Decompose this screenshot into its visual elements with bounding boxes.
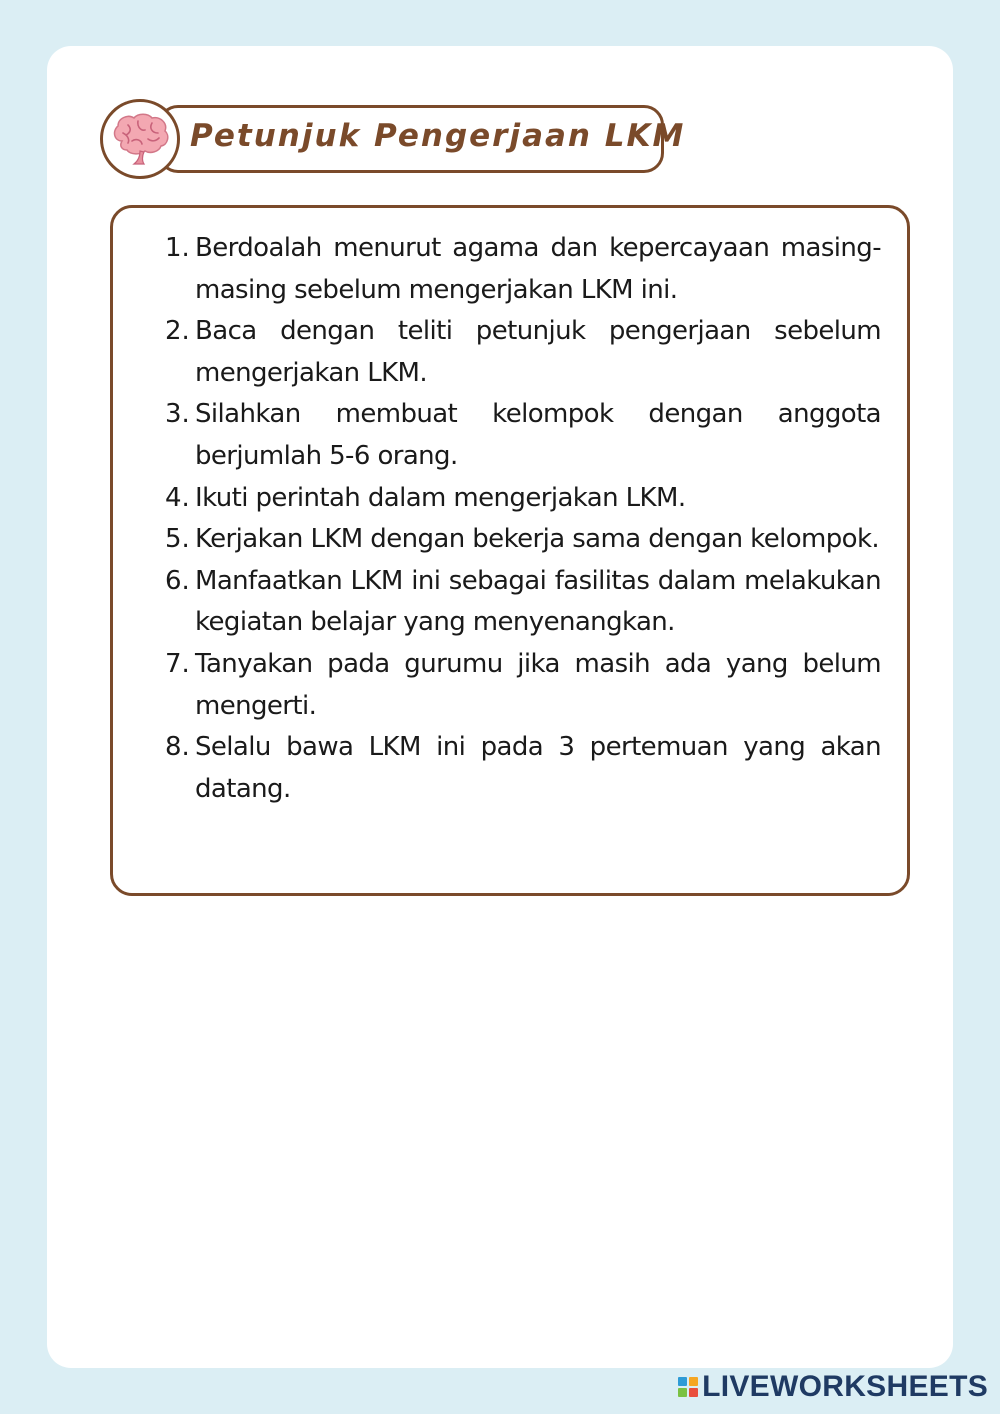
instructions-list (165, 228, 881, 810)
item-text: Baca dengan teliti petunjuk pengerjaan sebelum mengerjakan LKM. (195, 316, 881, 388)
liveworksheets-logo-icon (678, 1377, 698, 1397)
item-text: Manfaatkan LKM ini sebagai fasilitas dalam melakukan kegiatan belajar yang menyenangkan. (195, 565, 881, 638)
brain-badge (100, 99, 180, 179)
list-item (165, 561, 881, 644)
item-text: Silahkan membuat kelompok dengan anggota berjumlah 5-6 orang. (195, 399, 881, 471)
item-number: 3. (165, 399, 190, 430)
item-text: Selalu bawa LKM ini pada 3 pertemuan yang akan datang. (195, 732, 881, 804)
list-item (165, 519, 881, 561)
item-text: Kerjakan LKM dengan bekerja sama dengan kelompok. (195, 524, 880, 555)
list-item (165, 228, 881, 311)
list-item (165, 311, 881, 394)
item-number: 5. (165, 524, 190, 555)
page-title: Petunjuk Pengerjaan LKM (190, 118, 686, 154)
item-number: 1. (165, 233, 190, 263)
list-item (165, 394, 881, 477)
item-number: 4. (165, 482, 190, 513)
item-number: 7. (165, 648, 190, 679)
title-banner (100, 99, 686, 183)
list-item (165, 727, 881, 810)
item-number: 6. (165, 565, 190, 596)
item-text: Berdoalah menurut agama dan kepercayaan masing-masing sebelum mengerjakan LKM ini. (195, 233, 881, 305)
item-number: 8. (165, 732, 190, 763)
instructions-box (110, 205, 910, 896)
list-item (165, 478, 881, 520)
footer-brand: LIVEWORKSHEETS (702, 1370, 988, 1403)
item-text: Tanyakan pada gurumu jika masih ada yang belum mengerti. (195, 648, 881, 721)
item-text: Ikuti perintah dalam mengerjakan LKM. (195, 482, 686, 513)
liveworksheets-footer[interactable] (678, 1372, 988, 1402)
list-item (165, 644, 881, 727)
brain-icon (108, 111, 172, 167)
item-number: 2. (165, 316, 190, 347)
